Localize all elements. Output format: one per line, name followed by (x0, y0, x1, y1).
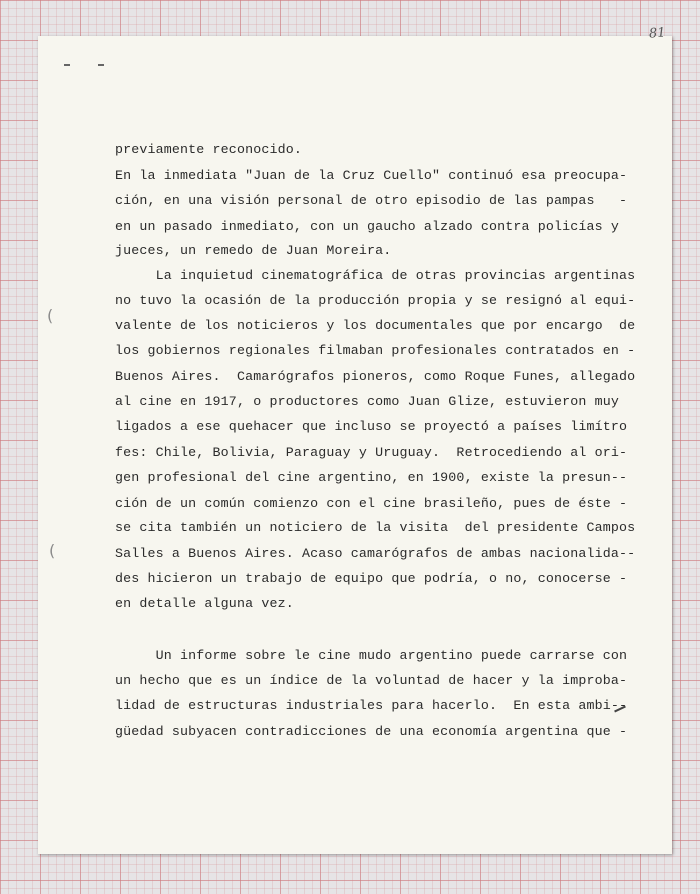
text-line: ción de un común comienzo con el cine brasileño, pues de éste - (115, 496, 628, 511)
text-line: valente de los noticieros y los documentales que por encargo de (115, 318, 636, 333)
margin-bracket-mark: ( (47, 306, 54, 325)
pencil-mark (98, 64, 104, 66)
text-line: previamente reconocido. (115, 142, 302, 157)
text-line: no tuvo la ocasión de la producción propia y se resignó al equi- (115, 293, 636, 308)
text-line: ligados a ese quehacer que incluso se proyectó a países limítro (115, 419, 628, 434)
text-line: Un informe sobre le cine mudo argentino puede carrarse con (115, 648, 628, 663)
text-line: un hecho que es un índice de la voluntad de hacer y la improba- (115, 673, 628, 688)
document-page (38, 25, 672, 854)
text-line: se cita también un noticiero de la visita del presidente Campos (115, 520, 636, 535)
text-line: en un pasado inmediato, con un gaucho alzado contra policías y (115, 219, 620, 234)
text-line: gen profesional del cine argentino, en 1900, existe la presun-- (115, 470, 628, 485)
text-line: Salles a Buenos Aires. Acaso camarógrafos de ambas nacionalida-- (115, 546, 636, 561)
text-line: güedad subyacen contradicciones de una economía argentina que - (115, 724, 628, 739)
text-line: En la inmediata "Juan de la Cruz Cuello" continuó esa preocupa- (115, 168, 628, 183)
text-line: jueces, un remedo de Juan Moreira. (115, 243, 392, 258)
text-line: al cine en 1917, o productores como Juan Glize, estuvieron muy (115, 394, 620, 409)
text-line: fes: Chile, Bolivia, Paraguay y Uruguay. Retrocediendo al ori- (115, 445, 628, 460)
text-line: los gobiernos regionales filmaban profesionales contratados en - (115, 343, 636, 358)
margin-bracket-mark: ( (49, 541, 56, 560)
text-line: ción, en una visión personal de otro episodio de las pampas - (115, 193, 628, 208)
page-number: 81 (648, 25, 667, 42)
text-line: La inquietud cinematográfica de otras provincias argentinas (115, 268, 636, 283)
text-line: des hicieron un trabajo de equipo que podría, o no, conocerse - (115, 571, 628, 586)
text-line: Buenos Aires. Camarógrafos pioneros, como Roque Funes, allegado (115, 369, 636, 384)
pencil-mark (64, 64, 70, 66)
text-line: lidad de estructuras industriales para hacerlo. En esta ambi-- (115, 698, 628, 713)
text-line: en detalle alguna vez. (115, 596, 294, 611)
